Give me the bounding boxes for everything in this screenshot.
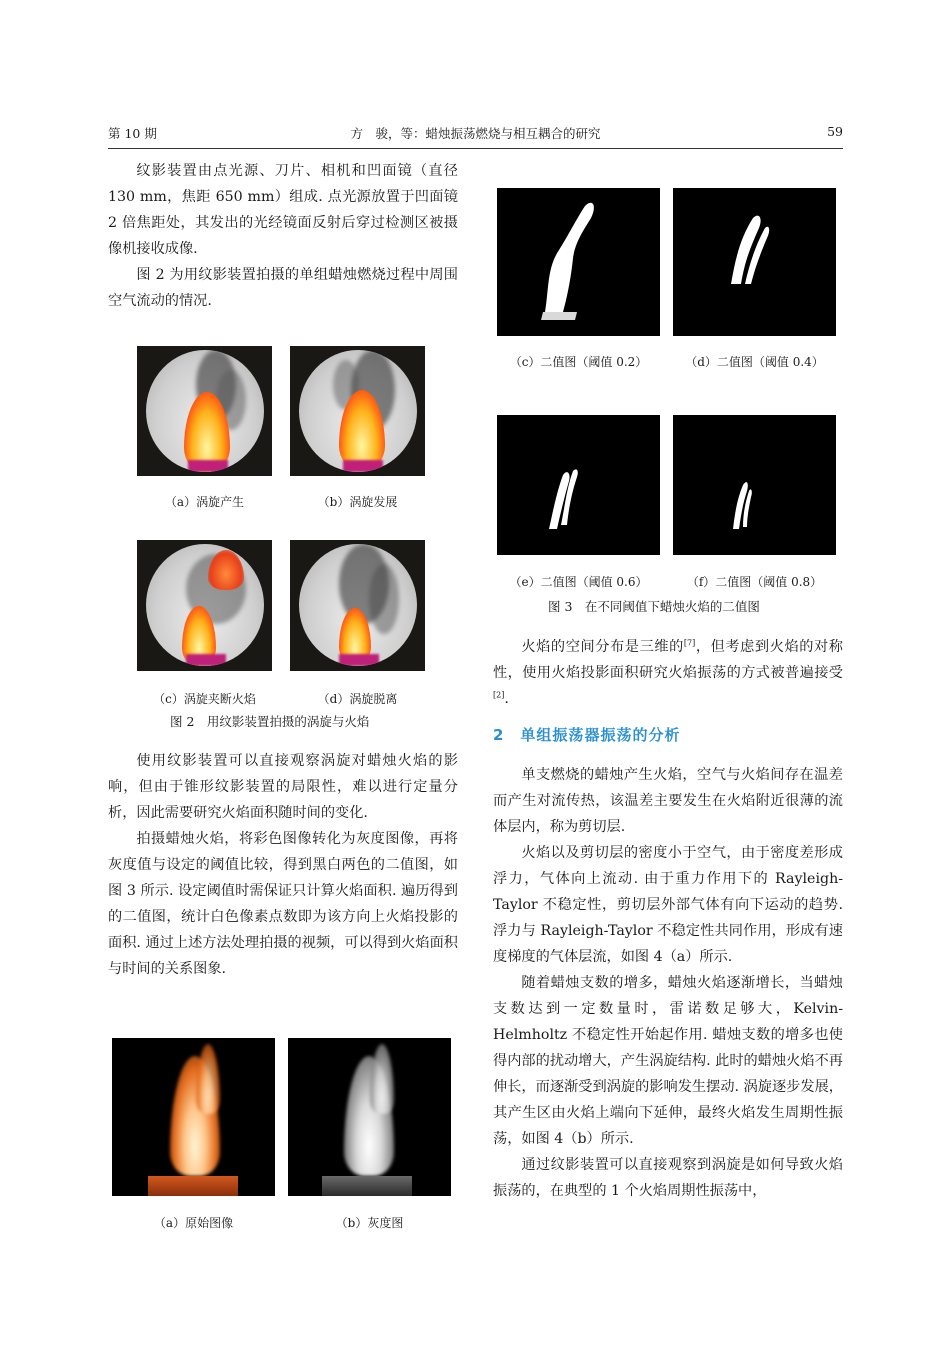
citation-7: [7] [683,638,696,648]
running-title: 方 骏，等：蜡烛振荡燃烧与相互耦合的研究 [350,126,601,141]
fig2d-image [290,540,425,671]
paragraph-binary-method: 拍摄蜡烛火焰，将彩色图像转化为灰度图像，再将灰度值与设定的阈值比较，得到黑白两色的二值图，如图 3 所示. 设定阈值时需保证只计算火焰面积. 遍历得到的二值图，统计白色像素点数即为该方向上火焰投影的面积. 通过上述方法处理拍摄的视频，可以得到火焰面积与时间的关系图象. [108,831,458,977]
fig3f-binary-image [673,415,836,555]
fig3f-caption: （f）二值图（阈值 0.8） [686,575,823,589]
fig3e-caption: （e）二值图（阈值 0.6） [509,575,648,589]
fig3b-caption: （b）灰度图 [335,1216,404,1230]
left-column-middle [108,748,458,982]
page-number: 59 [827,124,843,139]
fig3e-binary-image [497,415,660,555]
fig3d-binary-image [673,188,836,336]
paragraph-schlieren-observation: 通过纹影装置可以直接观察到涡旋是如何导致火焰振荡的，在典型的 1 个火焰周期性振荡中， [493,1157,843,1199]
fig2c-caption: （c）涡旋夹断火焰 [153,692,256,706]
fig2b-caption: （b）涡旋发展 [317,495,398,509]
schlieren-disk [146,350,264,472]
fig2c-image [137,540,272,671]
paragraph-3d-distribution: 火焰的空间分布是三维的[7]，但考虑到火焰的对称性，使用火焰投影面积研究火焰振荡的方式被普遍接受[2]. [493,638,843,707]
fig2d-caption: （d）涡旋脱离 [317,692,398,706]
fig3c-binary-image [497,188,660,336]
paragraph-single-candle: 单支燃烧的蜡烛产生火焰，空气与火焰间存在温差而产生对流传热，该温差主要发生在火焰附近很薄的流体层内，称为剪切层. [493,767,843,835]
paragraph-fig2-intro: 图 2 为用纹影装置拍摄的单组蜡烛燃烧过程中周围空气流动的情况. [108,267,458,309]
citation-2: [2] [493,690,505,700]
section-heading: 2 单组振荡器振荡的分析 [493,726,681,744]
paragraph-kelvin-helmholtz: 随着蜡烛支数的增多，蜡烛火焰逐渐增长，当蜡烛支数达到一定数量时，雷诺数足够大，Kelvin-Helmholtz 不稳定性开始起作用. 蜡烛支数的增多也使得内部的扰动增大，产生涡旋结构. 此时的蜡烛火焰不再伸长，而逐渐受到涡旋的影响发生摆动. 涡旋逐步发展，其产生区由火焰上端向下延伸，最终火焰发生周期性振荡，如图 4（b）所示. [493,975,843,1147]
right-column-top [493,634,843,712]
fig2a-caption: （a）涡旋产生 [164,495,245,509]
issue-number: 第 10 期 [108,126,157,141]
running-header [108,120,843,149]
fig3b-gray-image [288,1038,451,1196]
paragraph-schlieren-setup: 纹影装置由点光源、刀片、相机和凹面镜（直径 130 mm，焦距 650 mm）组成. 点光源放置于凹面镜 2 倍焦距处，其发出的光经镜面反射后穿过检测区被摄像机接收成像. [108,163,458,257]
paragraph-quantitative: 使用纹影装置可以直接观察涡旋对蜡烛火焰的影响，但由于锥形纹影装置的局限性，难以进行定量分析，因此需要研究火焰面积随时间的变化. [108,753,458,821]
fig3a-caption: （a）原始图像 [153,1216,234,1230]
fig2b-image [290,346,425,476]
fig3d-caption: （d）二值图（阈值 0.4） [685,355,824,369]
fig2a-image [137,346,272,476]
fig2-title: 图 2 用纹影装置拍摄的涡旋与火焰 [170,714,370,729]
fig3-title: 图 3 在不同阈值下蜡烛火焰的二值图 [548,599,760,614]
paragraph-rayleigh-taylor: 火焰以及剪切层的密度小于空气，由于密度差形成浮力，气体向上流动. 由于重力作用下的 Rayleigh-Taylor 不稳定性，剪切层外部气体有向下运动的趋势. 浮力与 Rayleigh-Taylor 不稳定性共同作用，形成有速度梯度的气体层流，如图 4（a）所示. [493,845,843,965]
right-column-bottom [493,762,843,1204]
left-column-top [108,158,458,314]
fig3a-original-image [112,1038,275,1196]
fig3c-caption: （c）二值图（阈值 0.2） [509,355,648,369]
